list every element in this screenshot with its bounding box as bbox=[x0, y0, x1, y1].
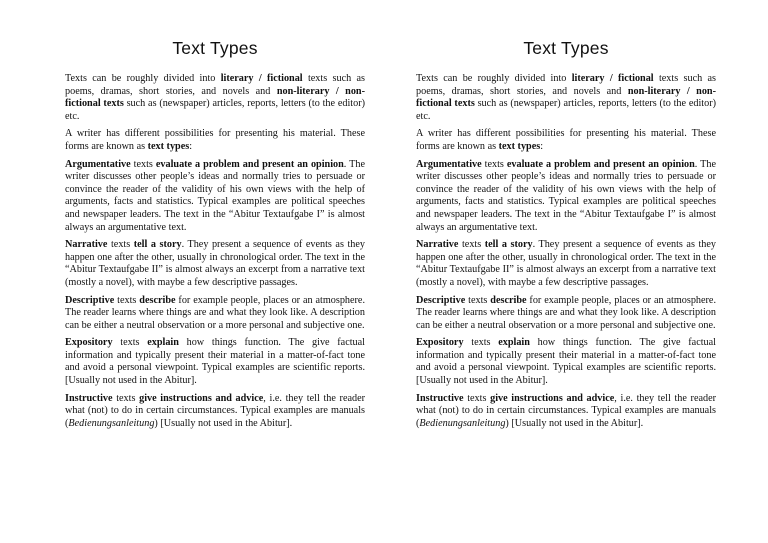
expository-definition: explain bbox=[498, 337, 530, 349]
page-column-right bbox=[416, 38, 716, 435]
argumentative-term: Argumentative bbox=[416, 158, 482, 170]
descriptive-definition: describe bbox=[490, 294, 527, 306]
writer-paragraph bbox=[416, 128, 716, 153]
instructive-text-2: , i.e. they tell the reader what (not) to do in certain circumstances. Typical examples are manuals ( bbox=[65, 392, 365, 429]
expository-term: Expository bbox=[416, 337, 464, 349]
instructive-text-3: ) [Usually not used in the Abitur]. bbox=[154, 417, 293, 429]
instructive-text-1: texts bbox=[112, 392, 140, 404]
intro-text-2: texts such as poems, dramas, short stories, and novels and bbox=[65, 73, 366, 97]
intro-text-3: such as (newspaper) articles, reports, letters (to the editor) etc. bbox=[65, 98, 365, 122]
writer-paragraph bbox=[65, 128, 365, 153]
writer-text-1: A writer has different possibilities for presenting his material. These forms are known as bbox=[416, 128, 716, 152]
argumentative-text-2: . The writer discusses other people’s ideas and normally tries to persuade or convince the reader of the validity of his own views with the help of arguments, facts and statistics. Typical examples are political speeches and newspaper leaders. The text in the “Abitur Textaufgabe I” is almost always an argumentative text. bbox=[416, 158, 716, 233]
instructive-text-2: , i.e. they tell the reader what (not) to do in certain circumstances. Typical examples are manuals ( bbox=[416, 392, 716, 429]
descriptive-paragraph bbox=[416, 295, 716, 333]
expository-text-1: texts bbox=[112, 337, 148, 349]
expository-text-1: texts bbox=[463, 337, 499, 349]
descriptive-term: Descriptive bbox=[65, 294, 115, 306]
narrative-text-2: . They present a sequence of events as they happen one after the other, usually in chronological order. The text in the “Abitur Textaufgabe II” is almost always an excerpt from a narrative text (mostly a novel), with maybe a few descriptive passages. bbox=[65, 239, 365, 288]
argumentative-definition: evaluate a problem and present an opinion bbox=[506, 158, 695, 170]
argumentative-text-1: texts bbox=[130, 158, 156, 170]
intro-bold-nonliterary: non-literary / non-fictional texts bbox=[65, 85, 365, 110]
intro-text-2: texts such as poems, dramas, short stories, and novels and bbox=[416, 73, 717, 97]
instructive-paragraph bbox=[416, 393, 716, 431]
narrative-text-2: . They present a sequence of events as they happen one after the other, usually in chronological order. The text in the “Abitur Textaufgabe II” is almost always an excerpt from a narrative text (mostly a novel), with maybe a few descriptive passages. bbox=[416, 239, 716, 288]
descriptive-paragraph bbox=[65, 295, 365, 333]
instructive-german-term: Bedienungsanleitung bbox=[68, 417, 155, 429]
descriptive-definition: describe bbox=[139, 294, 176, 306]
page-title: Text Types bbox=[523, 38, 609, 58]
writer-text-2: : bbox=[540, 140, 544, 152]
writer-text-2: : bbox=[189, 140, 193, 152]
narrative-text-1: texts bbox=[107, 239, 134, 251]
writer-bold-text-types: text types bbox=[498, 140, 541, 152]
intro-bold-literary: literary / fictional bbox=[571, 73, 654, 84]
argumentative-definition: evaluate a problem and present an opinion bbox=[155, 158, 344, 170]
instructive-definition: give instructions and advice bbox=[139, 392, 264, 404]
descriptive-text-1: texts bbox=[465, 294, 491, 306]
page-title: Text Types bbox=[172, 38, 258, 58]
intro-text-1: Texts can be roughly divided into bbox=[65, 73, 221, 84]
narrative-term: Narrative bbox=[65, 239, 108, 251]
instructive-text-3: ) [Usually not used in the Abitur]. bbox=[505, 417, 644, 429]
intro-text-1: Texts can be roughly divided into bbox=[416, 73, 572, 84]
writer-text-1: A writer has different possibilities for presenting his material. These forms are known as bbox=[65, 128, 365, 152]
expository-term: Expository bbox=[65, 337, 113, 349]
argumentative-paragraph bbox=[416, 159, 716, 235]
narrative-text-1: texts bbox=[458, 239, 485, 251]
argumentative-term: Argumentative bbox=[65, 158, 131, 170]
narrative-paragraph bbox=[65, 239, 365, 289]
instructive-term: Instructive bbox=[416, 392, 464, 404]
expository-definition: explain bbox=[147, 337, 179, 349]
writer-bold-text-types: text types bbox=[147, 140, 190, 152]
intro-paragraph bbox=[416, 73, 716, 123]
instructive-definition: give instructions and advice bbox=[490, 392, 615, 404]
narrative-definition: tell a story bbox=[133, 239, 182, 251]
narrative-paragraph bbox=[416, 239, 716, 289]
expository-paragraph bbox=[416, 337, 716, 387]
intro-bold-nonliterary: non-literary / non-fictional texts bbox=[416, 85, 716, 110]
argumentative-text-1: texts bbox=[481, 158, 507, 170]
descriptive-text-2: for example people, places or an atmosphere. The reader learns where things are and what they look like. A description can be either a neutral observation or a more personal and subjective one. bbox=[65, 294, 365, 331]
expository-text-2: how things function. The give factual information and typically present their material in a matter-of-fact tone and avoid a personal viewpoint. Typical examples are scientific reports. [Usually not used in the Abitur]. bbox=[65, 337, 365, 387]
intro-paragraph bbox=[65, 73, 365, 123]
descriptive-text-1: texts bbox=[114, 294, 140, 306]
argumentative-text-2: . The writer discusses other people’s ideas and normally tries to persuade or convince the reader of the validity of his own views with the help of arguments, facts and statistics. Typical examples are political speeches and newspaper leaders. The text in the “Abitur Textaufgabe I” is almost always an argumentative text. bbox=[65, 158, 365, 233]
narrative-definition: tell a story bbox=[484, 239, 533, 251]
expository-text-2: how things function. The give factual information and typically present their material in a matter-of-fact tone and avoid a personal viewpoint. Typical examples are scientific reports. [Usually not used in the Abitur]. bbox=[416, 337, 716, 387]
descriptive-text-2: for example people, places or an atmosphere. The reader learns where things are and what they look like. A description can be either a neutral observation or a more personal and subjective one. bbox=[416, 294, 716, 331]
narrative-term: Narrative bbox=[416, 239, 459, 251]
expository-paragraph bbox=[65, 337, 365, 387]
intro-bold-literary: literary / fictional bbox=[220, 73, 303, 84]
instructive-term: Instructive bbox=[65, 392, 113, 404]
intro-text-3: such as (newspaper) articles, reports, letters (to the editor) etc. bbox=[416, 98, 716, 122]
argumentative-paragraph bbox=[65, 159, 365, 235]
page-column-left bbox=[65, 38, 365, 435]
descriptive-term: Descriptive bbox=[416, 294, 466, 306]
instructive-paragraph bbox=[65, 393, 365, 431]
instructive-german-term: Bedienungsanleitung bbox=[419, 417, 506, 429]
instructive-text-1: texts bbox=[463, 392, 491, 404]
